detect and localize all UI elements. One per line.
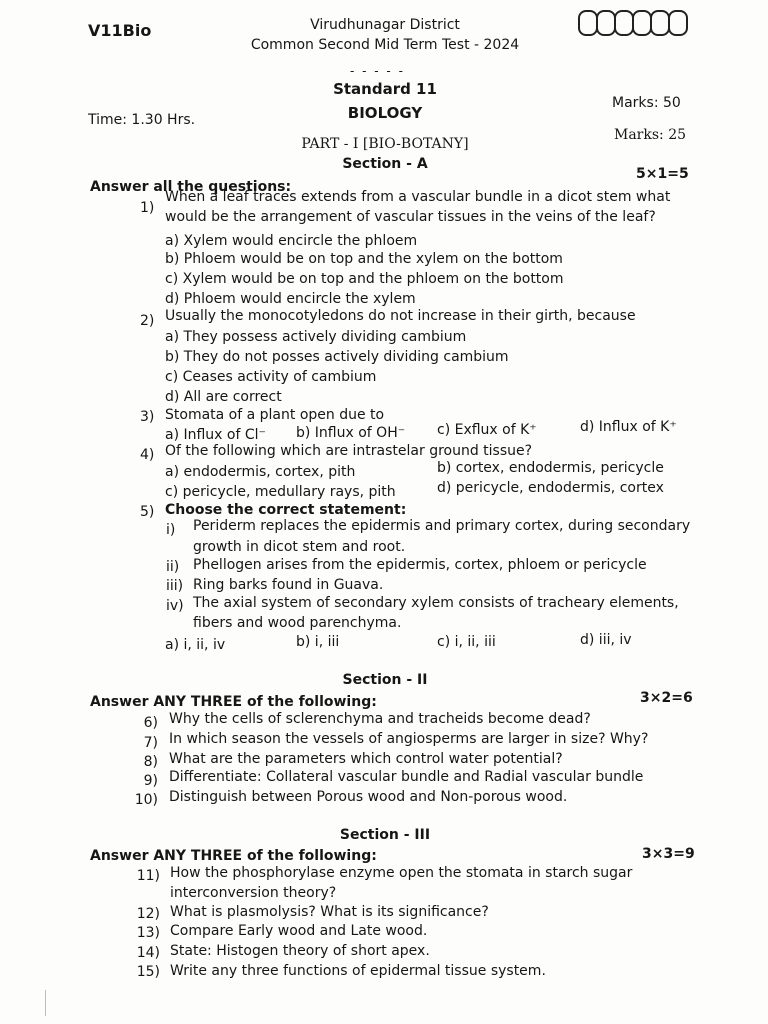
question-text: Write any three functions of epidermal tissue system. <box>170 963 546 979</box>
standard-label: Standard 11 <box>333 80 437 98</box>
section-3-title: Section - III <box>339 827 431 843</box>
part-title: PART - I [BIO-BOTANY] <box>301 136 469 152</box>
statement-number: ii) <box>166 559 180 575</box>
question-number: 8) <box>143 754 158 770</box>
question-number: 5) <box>140 504 155 520</box>
option-c: c) Xylem would be on top and the phloem on the bottom <box>165 271 564 287</box>
option-c: c) Exflux of K⁺ <box>437 422 537 438</box>
section-2-title: Section - II <box>342 672 428 688</box>
section-3-instruction: Answer ANY THREE of the following: <box>90 848 377 864</box>
statement-number: iii) <box>166 578 184 594</box>
question-number: 12) <box>136 906 160 922</box>
option-d: d) All are correct <box>165 389 282 405</box>
scan-mark <box>45 990 46 1016</box>
register-number-boxes <box>578 10 686 36</box>
question-text: State: Histogen theory of short apex. <box>170 943 430 959</box>
exam-title: Common Second Mid Term Test - 2024 <box>250 37 520 53</box>
question-3-text: Stomata of a plant open due to <box>165 407 385 423</box>
part-marks: Marks: 25 <box>614 127 687 143</box>
section-2-marks: 3×2=6 <box>640 690 693 706</box>
option-d: d) pericycle, endodermis, cortex <box>437 480 664 496</box>
statement-3: Ring barks found in Guava. <box>193 577 384 593</box>
question-number: 4) <box>140 447 155 463</box>
option-c: c) i, ii, iii <box>437 634 496 650</box>
statement-4-line-1: The axial system of secondary xylem consists of tracheary elements, <box>193 595 679 611</box>
question-5-text: Choose the correct statement: <box>165 502 407 518</box>
question-number: 3) <box>140 409 155 425</box>
option-a: a) endodermis, cortex, pith <box>165 464 356 480</box>
question-number: 15) <box>136 964 160 980</box>
option-d: d) iii, iv <box>580 632 632 648</box>
statement-number: iv) <box>166 598 184 614</box>
section-a-instruction: Answer all the questions: <box>90 179 292 195</box>
question-text: In which season the vessels of angiosperms are larger in size? Why? <box>169 731 649 747</box>
question-11-line-1: How the phosphorylase enzyme open the stomata in starch sugar <box>170 865 633 881</box>
question-1-line-2: would be the arrangement of vascular tissues in the veins of the leaf? <box>165 209 656 225</box>
option-c: c) Ceases activity of cambium <box>165 369 377 385</box>
header-separator: - - - - - <box>350 64 405 78</box>
question-text: Compare Early wood and Late wood. <box>170 923 428 939</box>
statement-2: Phellogen arises from the epidermis, cortex, phloem or pericycle <box>193 557 647 573</box>
question-number: 9) <box>143 773 158 789</box>
question-1-line-1: When a leaf traces extends from a vascular bundle in a dicot stem what <box>165 189 671 205</box>
option-c: c) pericycle, medullary rays, pith <box>165 484 396 500</box>
option-b: b) They do not posses actively dividing cambium <box>165 349 509 365</box>
question-2-text: Usually the monocotyledons do not increase in their girth, because <box>165 308 636 324</box>
section-2-instruction: Answer ANY THREE of the following: <box>90 694 377 710</box>
question-number: 7) <box>143 735 158 751</box>
question-number: 13) <box>136 925 160 941</box>
section-a-marks: 5×1=5 <box>636 166 689 182</box>
option-a: a) Xylem would encircle the phloem <box>165 233 418 249</box>
option-a: a) i, ii, iv <box>165 637 226 653</box>
statement-1-line-1: Periderm replaces the epidermis and primary cortex, during secondary <box>193 518 691 534</box>
question-number: 1) <box>140 200 155 216</box>
option-b: b) cortex, endodermis, pericycle <box>437 460 664 476</box>
question-number: 11) <box>136 868 160 884</box>
total-marks: Marks: 50 <box>612 95 681 111</box>
district-name: Virudhunagar District <box>310 17 460 33</box>
option-a: a) They possess actively dividing cambium <box>165 329 467 345</box>
section-3-marks: 3×3=9 <box>642 846 695 862</box>
subject-title: BIOLOGY <box>347 104 423 122</box>
question-text: What is plasmolysis? What is its significance? <box>170 904 489 920</box>
option-d: d) Phloem would encircle the xylem <box>165 291 416 307</box>
question-number: 14) <box>136 945 160 961</box>
question-text: Distinguish between Porous wood and Non-porous wood. <box>169 789 568 805</box>
section-a-title: Section - A <box>342 156 428 172</box>
time-label: Time: 1.30 Hrs. <box>88 112 196 128</box>
question-number: 2) <box>140 313 155 329</box>
paper-code: V11Bio <box>88 21 152 40</box>
statement-4-line-2: fibers and wood parenchyma. <box>193 615 402 631</box>
question-number: 10) <box>134 792 158 808</box>
statement-number: i) <box>166 522 176 538</box>
question-text: Differentiate: Collateral vascular bundle and Radial vascular bundle <box>169 769 644 785</box>
option-b: b) Influx of OH⁻ <box>296 425 406 441</box>
option-b: b) i, iii <box>296 634 340 650</box>
question-text: Why the cells of sclerenchyma and tracheids become dead? <box>169 711 591 727</box>
question-4-text: Of the following which are intrastelar ground tissue? <box>165 443 533 459</box>
question-11-line-2: interconversion theory? <box>170 885 337 901</box>
option-b: b) Phloem would be on top and the xylem on the bottom <box>165 251 563 267</box>
option-d: d) Influx of K⁺ <box>580 419 677 435</box>
option-a: a) Influx of Cl⁻ <box>165 427 266 443</box>
question-text: What are the parameters which control water potential? <box>169 751 563 767</box>
statement-1-line-2: growth in dicot stem and root. <box>193 539 406 555</box>
question-number: 6) <box>143 715 158 731</box>
